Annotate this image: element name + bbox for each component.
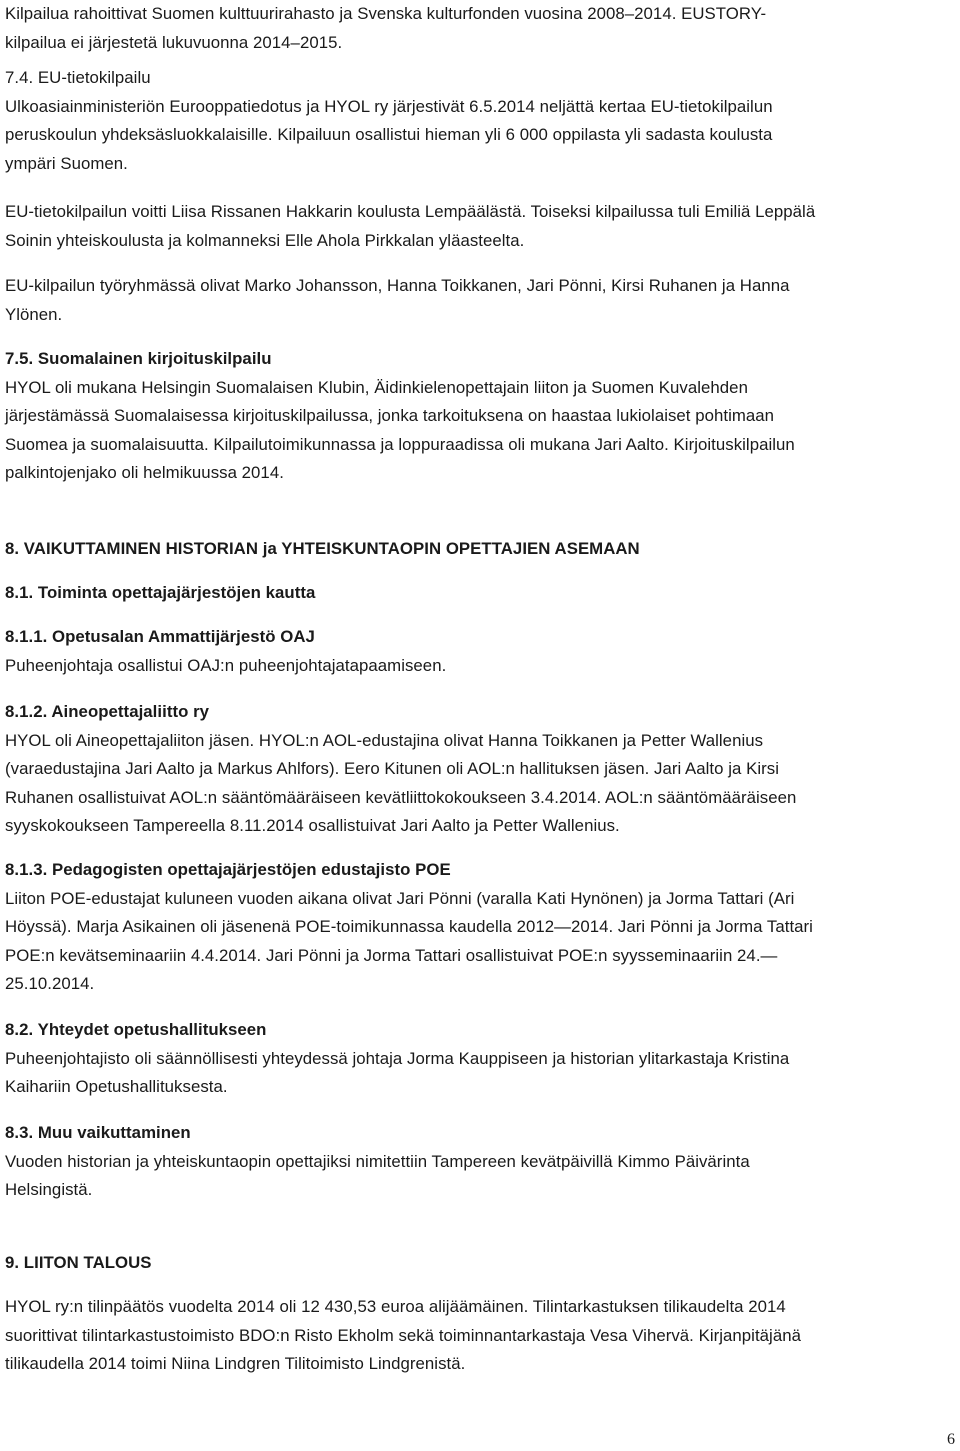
section-8-2: [5, 1016, 789, 1102]
text-line: HYOL oli Aineopettajaliiton jäsen. HYOL:n AOL-edustajina olivat Hanna Toikkanen ja Petter Wallenius: [5, 730, 764, 750]
text-line: järjestämässä Suomalaisessa kirjoituskilpailussa, jonka tarkoituksena on haastaa lukiolaiset pohtimaan: [5, 406, 775, 425]
text-line: 25.10.2014.: [5, 974, 95, 993]
section-heading: 8.2. Yhteydet opetushallitukseen: [5, 1020, 267, 1039]
section-9: [5, 1293, 801, 1379]
text-line: EU-tietokilpailun voitti Liisa Rissanen Hakkarin koulusta Lempäälästä. Toiseksi kilpailussa tuli Emiliä Leppälä: [5, 202, 816, 221]
text-line: (varaedustajina Jari Aalto ja Markus Ahlfors). Eero Kitunen oli AOL:n hallituksen jäsen. Jari Aalto ja Kirsi: [5, 759, 779, 778]
section-8-1-1: [5, 623, 446, 680]
text-line: Liiton POE-edustajat kuluneen vuoden aikana olivat Jari Pönni (varalla Kati Hynönen) ja Jorma Tattari (Ari: [5, 888, 795, 908]
chapter-heading: 8. VAIKUTTAMINEN HISTORIAN ja YHTEISKUNTAOPIN OPETTAJIEN ASEMAAN: [5, 539, 640, 558]
intro-paragraph: [5, 0, 766, 57]
page-number: 6: [947, 1431, 955, 1448]
text-line: tilikaudella 2014 toimi Niina Lindgren Tilitoimisto Lindgrenistä.: [5, 1354, 466, 1373]
section-7-4: [5, 64, 773, 178]
section-heading: 8.3. Muu vaikuttaminen: [5, 1123, 191, 1142]
text-line: peruskoulun yhdeksäsluokkalaisille. Kilpailuun osallistui hieman yli 6 000 oppilasta yli sadasta koulusta: [5, 125, 773, 144]
text-line: Helsingistä.: [5, 1180, 93, 1199]
chapter-heading: 9. LIITON TALOUS: [5, 1253, 152, 1272]
section-8-1-2: [5, 698, 796, 841]
subsection-heading: 8.1.1. Opetusalan Ammattijärjestö OAJ: [5, 627, 315, 646]
text-line: Puheenjohtajisto oli säännöllisesti yhteydessä johtaja Jorma Kauppiseen ja historian ylitarkastaja Kristina: [5, 1048, 790, 1068]
text-line: suorittivat tilintarkastustoimisto BDO:n Risto Ekholm sekä toiminnantarkastaja Vesa Vihervä. Kirjanpitäjänä: [5, 1325, 801, 1345]
text-line: Ulkoasiainministeriön Eurooppatiedotus ja HYOL ry järjestivät 6.5.2014 neljättä kertaa EU-tietokilpailun: [5, 96, 773, 116]
text-line: EU-kilpailun työryhmässä olivat Marko Johansson, Hanna Toikkanen, Jari Pönni, Kirsi Ruhanen ja Hanna: [5, 276, 790, 295]
section-8-1-3: [5, 856, 813, 999]
text-line: Vuoden historian ja yhteiskuntaopin opettajiksi nimitettiin Tampereen kevätpäivillä Kimmo Päivärinta: [5, 1151, 750, 1171]
section-7-5: [5, 345, 795, 488]
section-7-4-workgroup: [5, 272, 790, 329]
text-line: Puheenjohtaja osallistui OAJ:n puheenjohtajatapaamiseen.: [5, 655, 447, 675]
text-line: syyskokoukseen Tampereella 8.11.2014 osallistuivat Jari Aalto ja Petter Wallenius.: [5, 816, 620, 835]
text-line: Soinin yhteiskoulusta ja kolmanneksi Elle Ahola Pirkkalan yläasteelta.: [5, 230, 525, 250]
subsection-heading: 8.1.3. Pedagogisten opettajajärjestöjen edustajisto POE: [5, 860, 451, 879]
text-line: Ruhanen osallistuivat AOL:n sääntömääräiseen kevätliittokokoukseen 3.4.2014. AOL:n sääntömääräiseen: [5, 787, 797, 807]
text-line: Kilpailua rahoittivat Suomen kulttuurirahasto ja Svenska kulturfonden vuosina 2008–2014. EUSTORY-: [5, 4, 767, 23]
section-heading: 7.5. Suomalainen kirjoituskilpailu: [5, 349, 272, 368]
text-line: HYOL oli mukana Helsingin Suomalaisen Klubin, Äidinkielenopettajain liiton ja Suomen Kuvalehden: [5, 377, 748, 397]
text-line: Suomea ja suomalaisuutta. Kilpailutoimikunnassa ja loppuraadissa oli mukana Jari Aalto. Kirjoituskilpailun: [5, 434, 795, 454]
text-line: ympäri Suomen.: [5, 153, 128, 173]
text-line: Höyssä). Marja Asikainen oli jäsenenä POE-toimikunnassa kaudella 2012—2014. Jari Pönni ja Jorma Tattari: [5, 917, 813, 936]
text-line: HYOL ry:n tilinpäätös vuodelta 2014 oli 12 430,53 euroa alijäämäinen. Tilintarkastuksen tilikaudelta 2014: [5, 1297, 786, 1316]
text-line: Ylönen.: [5, 304, 63, 324]
section-8-3: [5, 1119, 750, 1205]
text-line: palkintojenjako oli helmikuussa 2014.: [5, 463, 284, 482]
text-line: kilpailua ei järjestetä lukuvuonna 2014–2015.: [5, 32, 343, 52]
subsection-heading: 8.1.2. Aineopettajaliitto ry: [5, 702, 210, 721]
text-line: POE:n kevätseminaariin 4.4.2014. Jari Pönni ja Jorma Tattari osallistuivat POE:n syysseminaariin 24.—: [5, 945, 778, 965]
section-7-4-winners: [5, 198, 815, 255]
text-line: Kaihariin Opetushallituksesta.: [5, 1077, 228, 1096]
section-heading: 7.4. EU-tietokilpailu: [5, 68, 151, 87]
section-heading: 8.1. Toiminta opettajajärjestöjen kautta: [5, 583, 316, 602]
